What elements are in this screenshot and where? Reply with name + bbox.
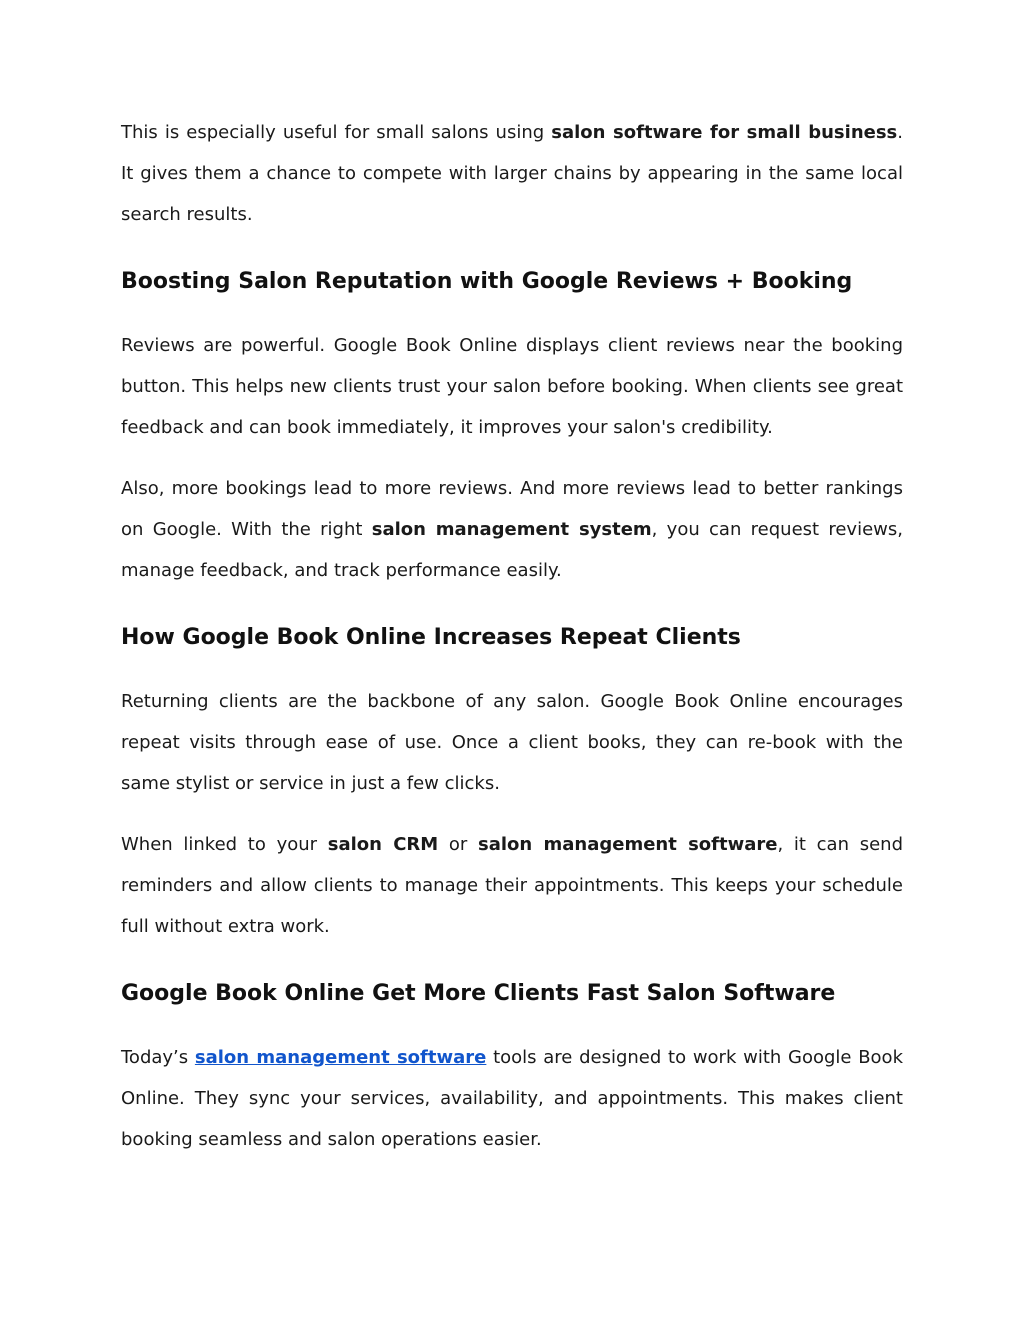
paragraph-text: or [438,834,479,855]
paragraph-text: Reviews are powerful. Google Book Online displays client reviews near the booking button. This helps new clients trust your salon before booking. When clients see great feedback and can book immediately, it improves your salon's credibility. [121,335,903,438]
paragraph-text: , it can send reminders and allow clients to manage their appointments. This keeps your schedule full without extra work. [121,834,903,937]
paragraph-text: tools are designed to work with Google Book Online. They sync your services, availability, and appointments. This makes client booking seamless and salon operations easier. [121,1047,903,1150]
paragraph-text: When linked to your [121,834,328,855]
section-heading-more-clients: Google Book Online Get More Clients Fast Salon Software [121,981,836,1006]
bold-phrase: salon management software [478,834,778,855]
document-page [121,112,903,1180]
bold-phrase: salon software for small business [551,122,898,143]
section-heading-reputation: Boosting Salon Reputation with Google Reviews + Booking [121,269,853,294]
paragraph-text: , you can request reviews, manage feedback, and track performance easily. [121,519,903,581]
paragraph-small-salons [121,112,903,235]
paragraph-crm-linked [121,824,903,947]
paragraph-reviews [121,325,903,448]
bold-phrase: salon CRM [327,834,439,855]
paragraph-text: This is especially useful for small salons using [121,122,552,143]
paragraph-text: Also, more bookings lead to more reviews. And more reviews lead to better rankings on Google. With the right [121,478,903,540]
paragraph-more-bookings [121,468,903,591]
paragraph-returning-clients [121,681,903,804]
bold-phrase: salon management system [371,519,652,540]
paragraph-text: Today’s [121,1047,195,1068]
paragraph-todays-software [121,1037,903,1160]
salon-management-software-link[interactable]: salon management software [194,1047,487,1068]
paragraph-text: . It gives them a chance to compete with larger chains by appearing in the same local search results. [121,122,903,225]
section-heading-repeat-clients: How Google Book Online Increases Repeat Clients [121,625,741,650]
paragraph-text: Returning clients are the backbone of any salon. Google Book Online encourages repeat visits through ease of use. Once a client books, they can re-book with the same stylist or service in just a few clicks. [121,691,903,794]
